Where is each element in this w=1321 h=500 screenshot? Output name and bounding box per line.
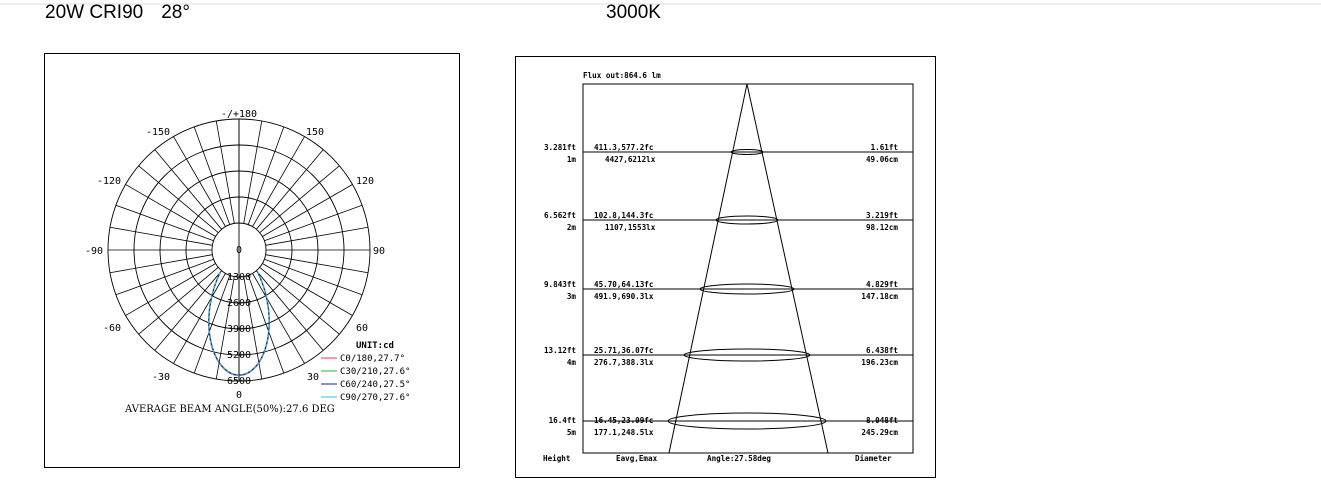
polar-spoke bbox=[266, 227, 368, 245]
radial-label-2600: 2600 bbox=[226, 298, 252, 309]
polar-spoke bbox=[194, 275, 230, 373]
row2-height-ft: 6.562ft bbox=[543, 211, 576, 220]
row1-height-ft: 3.281ft bbox=[543, 143, 576, 152]
row3-fc: 45.70,64.13fc bbox=[594, 280, 654, 289]
footer-diameter: Diameter bbox=[855, 454, 892, 463]
row3-lx: 491.9,690.3lx bbox=[594, 292, 654, 301]
row4-diam-cm: 196.23cm bbox=[861, 358, 898, 367]
legend-label-c90: C90/270,27.6° bbox=[340, 393, 411, 403]
angle-label-neg60: -60 bbox=[102, 323, 122, 334]
radial-label-1300: 1300 bbox=[226, 272, 252, 283]
row2-height-m: 2m bbox=[566, 223, 576, 232]
polar-spoke bbox=[266, 255, 368, 273]
row5-fc: 16.45,23.09fc bbox=[594, 416, 654, 425]
flux-label: Flux out:864.6 lm bbox=[583, 71, 661, 80]
row4-height-m: 4m bbox=[566, 358, 576, 367]
power-cri-label: 20W CRI90 bbox=[45, 2, 144, 23]
cone-diagram-panel bbox=[515, 56, 936, 478]
angle-label-60: 60 bbox=[355, 323, 369, 334]
legend-label-c30: C30/210,27.6° bbox=[340, 367, 411, 377]
radial-label-5200: 5200 bbox=[226, 350, 252, 361]
row4-fc: 25.71,36.07fc bbox=[594, 346, 654, 355]
row1-diam-ft: 1.61ft bbox=[870, 143, 898, 152]
unit-label: UNIT:cd bbox=[356, 341, 394, 351]
legend-label-c0: C0/180,27.7° bbox=[340, 354, 406, 364]
angle-label-0: 0 bbox=[235, 390, 243, 401]
angle-label-150: 150 bbox=[305, 127, 325, 138]
cone-edge-right bbox=[747, 84, 828, 453]
polar-diagram bbox=[45, 54, 459, 467]
footer-eavg: Eavg,Emax bbox=[616, 454, 658, 463]
polar-spoke bbox=[110, 227, 212, 245]
row2-diam-ft: 3.219ft bbox=[865, 211, 898, 220]
row3-height-m: 3m bbox=[566, 292, 576, 301]
row5-height-ft: 16.4ft bbox=[548, 416, 576, 425]
row4-height-ft: 13.12ft bbox=[543, 346, 576, 355]
cone-edge-left bbox=[669, 84, 747, 453]
polar-spoke bbox=[248, 127, 284, 225]
angle-label-120: 120 bbox=[355, 176, 375, 187]
row3-diam-cm: 147.18cm bbox=[861, 292, 898, 301]
row4-lx: 276.7,388.3lx bbox=[594, 358, 654, 367]
angle-label-neg90: -90 bbox=[84, 246, 104, 257]
polar-center-label: 0 bbox=[235, 245, 243, 256]
cone-plot-frame bbox=[583, 84, 913, 453]
polar-spoke bbox=[116, 259, 214, 295]
polar-spoke bbox=[264, 259, 362, 295]
row5-height-m: 5m bbox=[566, 428, 576, 437]
footer-angle: Angle:27.58deg bbox=[707, 454, 772, 463]
row1-height-m: 1m bbox=[566, 155, 576, 164]
angle-label-90: 90 bbox=[372, 246, 386, 257]
row3-height-ft: 9.843ft bbox=[543, 280, 576, 289]
polar-spoke bbox=[216, 121, 234, 223]
polar-spoke bbox=[110, 255, 212, 273]
row2-lx: 1107,1553lx bbox=[605, 223, 656, 232]
angle-label-neg120: -120 bbox=[96, 176, 122, 187]
row1-diam-cm: 49.06cm bbox=[865, 155, 898, 164]
legend-label-c60: C60/240,27.5° bbox=[340, 380, 411, 390]
footer-height: Height bbox=[543, 454, 571, 463]
row5-diam-cm: 245.29cm bbox=[861, 428, 898, 437]
beam-angle-label: 28° bbox=[161, 2, 190, 23]
radial-label-6500: 6500 bbox=[226, 376, 252, 387]
cct-label: 3000K bbox=[606, 2, 661, 23]
beam-angle-summary: AVERAGE BEAM ANGLE(50%):27.6 DEG bbox=[125, 404, 335, 415]
row4-diam-ft: 6.438ft bbox=[865, 346, 898, 355]
polar-spoke bbox=[116, 205, 214, 241]
polar-spoke bbox=[194, 127, 230, 225]
row2-diam-cm: 98.12cm bbox=[865, 223, 898, 232]
row1-fc: 411.3,577.2fc bbox=[594, 143, 654, 152]
angle-label-30: 30 bbox=[306, 372, 320, 383]
polar-diagram-panel bbox=[44, 53, 460, 468]
row3-diam-ft: 4.829ft bbox=[865, 280, 898, 289]
product-spec-header bbox=[45, 2, 208, 24]
polar-spoke bbox=[244, 121, 262, 223]
polar-spoke bbox=[264, 205, 362, 241]
row1-lx: 4427,6212lx bbox=[605, 155, 656, 164]
angle-label-neg30: -30 bbox=[151, 372, 171, 383]
row5-lx: 177.1,248.5lx bbox=[594, 428, 654, 437]
angle-label-180: -/+180 bbox=[220, 109, 258, 120]
polar-spoke bbox=[248, 275, 284, 373]
row5-diam-ft: 8.048ft bbox=[865, 416, 898, 425]
angle-label-neg150: -150 bbox=[145, 127, 171, 138]
radial-label-3900: 3900 bbox=[226, 324, 252, 335]
row2-fc: 102.8,144.3fc bbox=[594, 211, 654, 220]
cone-diagram bbox=[516, 57, 935, 477]
